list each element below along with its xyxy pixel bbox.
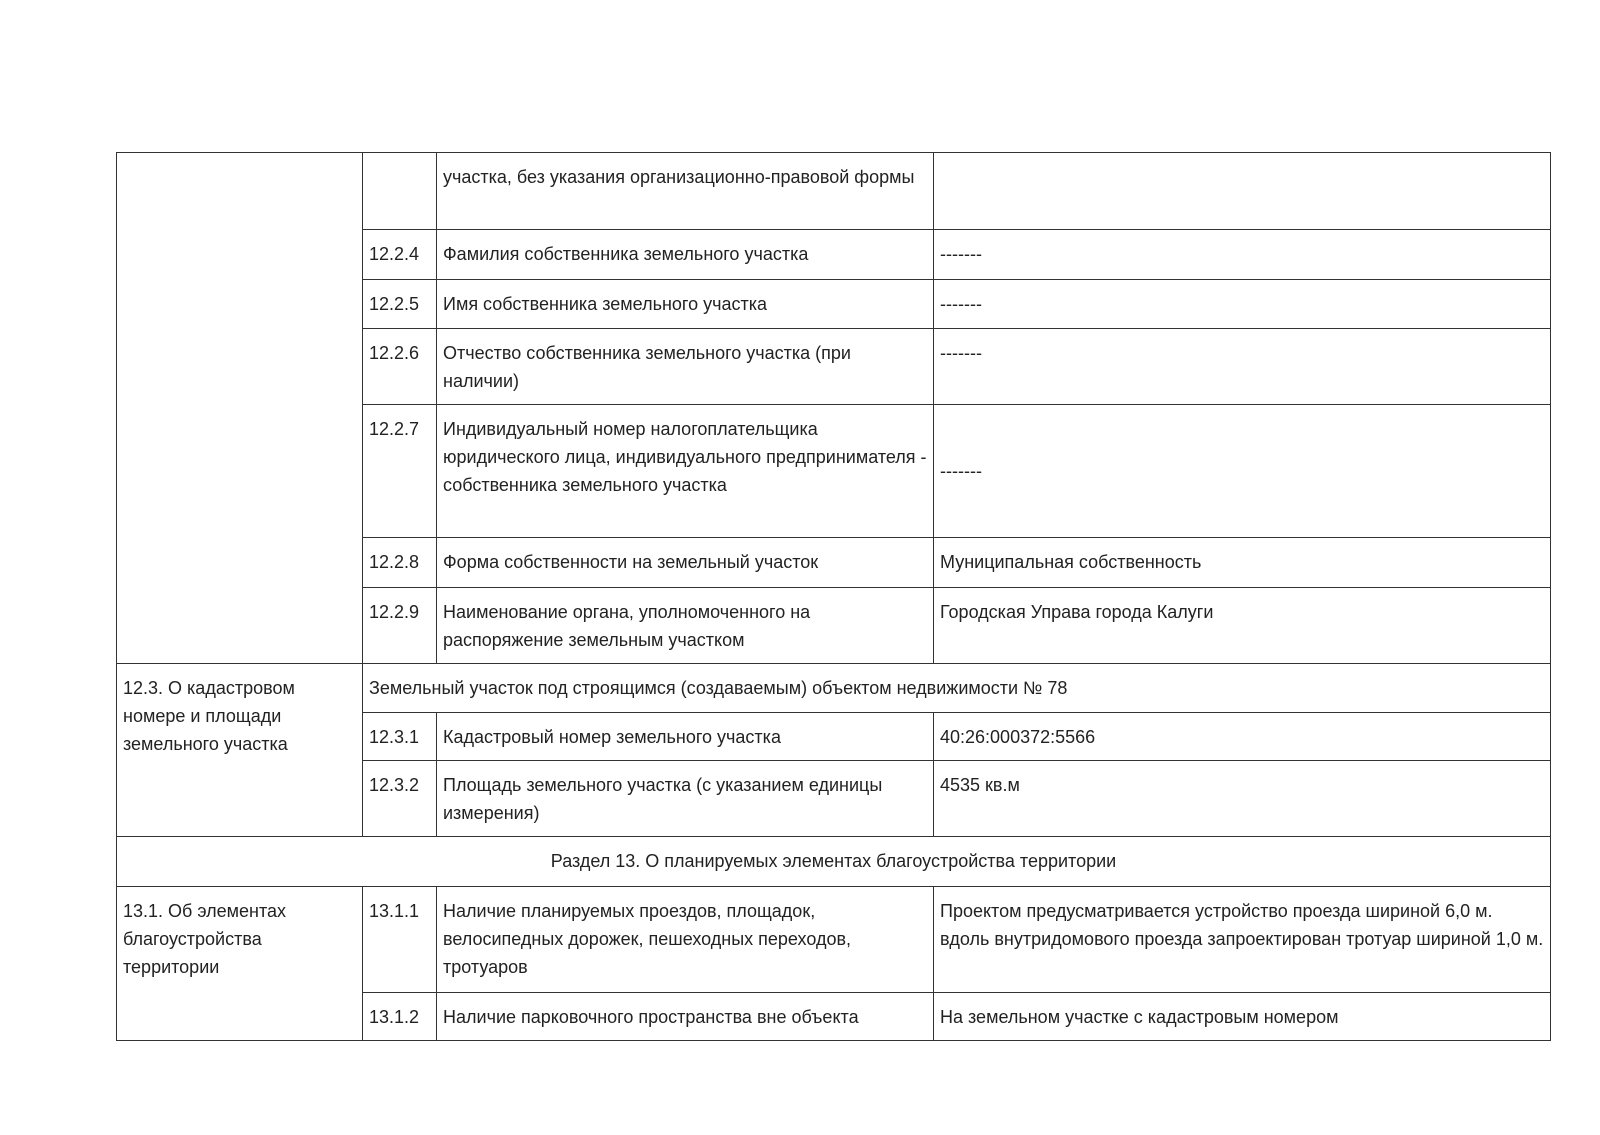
- table-row: [117, 887, 1551, 993]
- row-number: 12.2.9: [363, 588, 437, 664]
- row-label: Отчество собственника земельного участка (при наличии): [437, 329, 934, 405]
- row-value: 40:26:000372:5566: [934, 713, 1551, 761]
- row-label: Индивидуальный номер налогоплательщика юридического лица, индивидуального предпринимателя - собственника земельного участка: [437, 405, 934, 538]
- row-label: Наличие парковочного пространства вне объекта: [437, 993, 934, 1041]
- row-label: Имя собственника земельного участка: [437, 280, 934, 329]
- row-number: 12.2.5: [363, 280, 437, 329]
- row-value: На земельном участке с кадастровым номером: [934, 993, 1551, 1041]
- row-value: -------: [934, 329, 1551, 405]
- table-row: [117, 153, 1551, 230]
- section-title-12-3: 12.3. О кадастровом номере и площади земельного участка: [117, 664, 363, 837]
- table-row: [117, 664, 1551, 713]
- row-label: Фамилия собственника земельного участка: [437, 230, 934, 280]
- row-number: 12.2.7: [363, 405, 437, 538]
- section-header-13: Раздел 13. О планируемых элементах благоустройства территории: [117, 837, 1551, 887]
- subheader-12-3: Земельный участок под строящимся (создаваемым) объектом недвижимости № 78: [363, 664, 1551, 713]
- row-label: Наличие планируемых проездов, площадок, велосипедных дорожек, пешеходных переходов, тротуаров: [437, 887, 934, 993]
- row-value: 4535 кв.м: [934, 761, 1551, 837]
- row-number: 12.2.6: [363, 329, 437, 405]
- row-label: Наименование органа, уполномоченного на распоряжение земельным участком: [437, 588, 934, 664]
- row-number: 13.1.1: [363, 887, 437, 993]
- row-number: 12.2.8: [363, 538, 437, 588]
- document-table: [116, 152, 1551, 1041]
- row-label: Площадь земельного участка (с указанием единицы измерения): [437, 761, 934, 837]
- section-title-13-1: 13.1. Об элементах благоустройства территории: [117, 887, 363, 1041]
- section-title-12-2: [117, 153, 363, 664]
- row-value: Муниципальная собственность: [934, 538, 1551, 588]
- row-label: участка, без указания организационно-правовой формы: [437, 153, 934, 230]
- row-label: Форма собственности на земельный участок: [437, 538, 934, 588]
- row-value: [934, 153, 1551, 230]
- row-number: 12.2.4: [363, 230, 437, 280]
- row-number: 12.3.1: [363, 713, 437, 761]
- row-value: -------: [934, 230, 1551, 280]
- row-number: 12.3.2: [363, 761, 437, 837]
- row-value: Проектом предусматривается устройство проезда шириной 6,0 м. вдоль внутридомового проезда запроектирован тротуар шириной 1,0 м.: [934, 887, 1551, 993]
- table-row: [117, 837, 1551, 887]
- row-number: 13.1.2: [363, 993, 437, 1041]
- row-value: -------: [934, 280, 1551, 329]
- row-number: [363, 153, 437, 230]
- row-value: Городская Управа города Калуги: [934, 588, 1551, 664]
- row-label: Кадастровый номер земельного участка: [437, 713, 934, 761]
- row-value: -------: [934, 405, 1551, 538]
